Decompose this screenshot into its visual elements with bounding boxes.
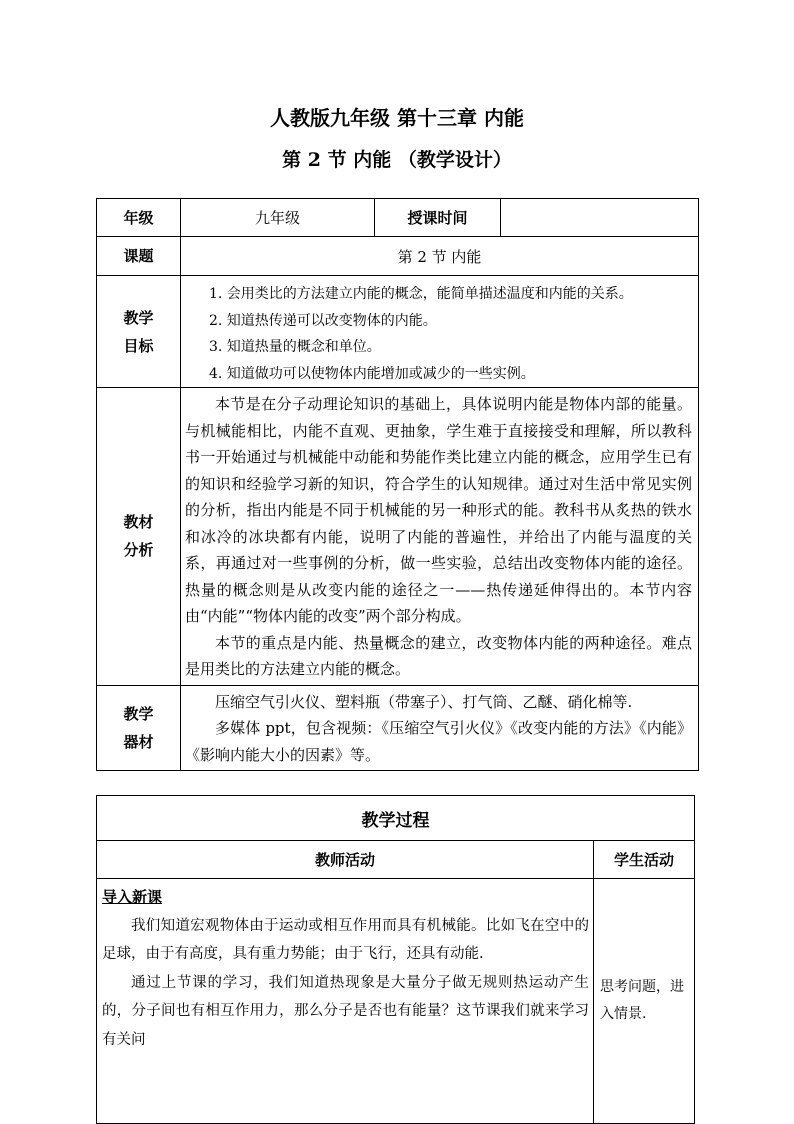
topic-value: 第 2 节 内能 bbox=[181, 237, 699, 276]
analysis-label-line1: 教材 bbox=[123, 513, 154, 532]
goal-item: 4. 知道做功可以使物体内能增加或减少的一些实例。 bbox=[209, 365, 535, 382]
student-activity-header: 学生活动 bbox=[594, 841, 695, 879]
equipment-paragraph: 压缩空气引火仪、塑料瓶（带塞子）、打气筒、乙醚、硝化棉等. bbox=[215, 692, 633, 711]
teaching-process-table bbox=[96, 795, 695, 1124]
goals-label-line1: 教学 bbox=[123, 308, 154, 327]
lesson-time-label: 授课时间 bbox=[375, 199, 501, 237]
equipment-row bbox=[97, 685, 699, 771]
teacher-paragraph: 我们知道宏观物体由于运动或相互作用而具有机械能。比如飞在空中的足球，由于有高度，具有重力势能；由于飞行，还具有动能. bbox=[102, 917, 589, 962]
topic-row bbox=[97, 237, 699, 276]
process-column-headers bbox=[97, 841, 695, 879]
analysis-paragraph: 本节是在分子动理论知识的基础上，具体说明内能是物体内部的能量。与机械能相比，内能不直观、更抽象，学生难于直接接受和理解，所以教科书一开始通过与机械能中动能和势能作类比建立内能的概念，应用学生已有的知识和经验学习新的知识，符合学生的认知规律。通过对生活中常见实例的分析，指出内能是不同于机械能的另一种形式的能。教科书从炙热的铁水和冰冷的冰块都有内能，说明了内能的普遍性，并给出了内能与温度的关系，再通过对一些事例的分析，做一些实验，总结出改变物体内能的途径。热量的概念则是从改变内能的途径之一——热传递延伸得出的。本节内容由“内能”“物体内能的改变”两个部分构成。 bbox=[185, 395, 692, 625]
equipment-paragraph: 多媒体 ppt，包含视频：《压缩空气引火仪》《改变内能的方法》《内能》《影响内能大小的因素》等。 bbox=[185, 719, 692, 764]
lesson-time-value bbox=[501, 199, 699, 237]
equipment-label-line2: 器材 bbox=[123, 732, 154, 751]
analysis-row bbox=[97, 388, 699, 686]
topic-label: 课题 bbox=[97, 237, 181, 276]
goal-item: 2. 知道热传递可以改变物体的内能。 bbox=[209, 312, 437, 329]
analysis-label bbox=[97, 388, 181, 686]
goals-list bbox=[181, 276, 698, 387]
analysis-content bbox=[181, 388, 699, 686]
section-title: 导入新课 bbox=[102, 888, 163, 906]
intro-row bbox=[97, 879, 695, 1124]
grade-row bbox=[97, 199, 699, 237]
lesson-info-table bbox=[96, 198, 699, 771]
equipment-label-line1: 教学 bbox=[123, 704, 154, 723]
teacher-activity-cell bbox=[97, 879, 594, 1124]
equipment-content bbox=[181, 685, 699, 771]
teacher-paragraph: 通过上节课的学习，我们知道热现象是大量分子做无规则热运动产生的，分子间也有相互作用力，那么分子是否也有能量？这节课我们就来学习有关问 bbox=[102, 974, 589, 1048]
grade-label: 年级 bbox=[97, 199, 181, 237]
goal-item: 1. 会用类比的方法建立内能的概念，能简单描述温度和内能的关系。 bbox=[209, 286, 633, 302]
analysis-label-line2: 分析 bbox=[123, 541, 154, 560]
goals-content bbox=[181, 276, 699, 388]
goals-label-line2: 目标 bbox=[123, 336, 154, 355]
teacher-activity-header: 教师活动 bbox=[97, 841, 594, 879]
analysis-paragraph: 本节的重点是内能、热量概念的建立，改变物体内能的两种途径。难点是用类比的方法建立内能的概念。 bbox=[185, 633, 692, 678]
goal-item: 3. 知道热量的概念和单位。 bbox=[209, 339, 381, 355]
process-heading-row bbox=[97, 796, 695, 841]
goals-row bbox=[97, 276, 699, 388]
document-subtitle: 第 2 节 内能 （教学设计） bbox=[282, 149, 512, 171]
goals-label bbox=[97, 276, 181, 388]
process-heading: 教学过程 bbox=[97, 796, 695, 841]
student-activity-cell: 思考问题，进入情景. bbox=[594, 879, 695, 1124]
grade-value: 九年级 bbox=[181, 199, 375, 237]
equipment-label bbox=[97, 685, 181, 771]
document-title: 人教版九年级 第十三章 内能 bbox=[270, 106, 524, 130]
